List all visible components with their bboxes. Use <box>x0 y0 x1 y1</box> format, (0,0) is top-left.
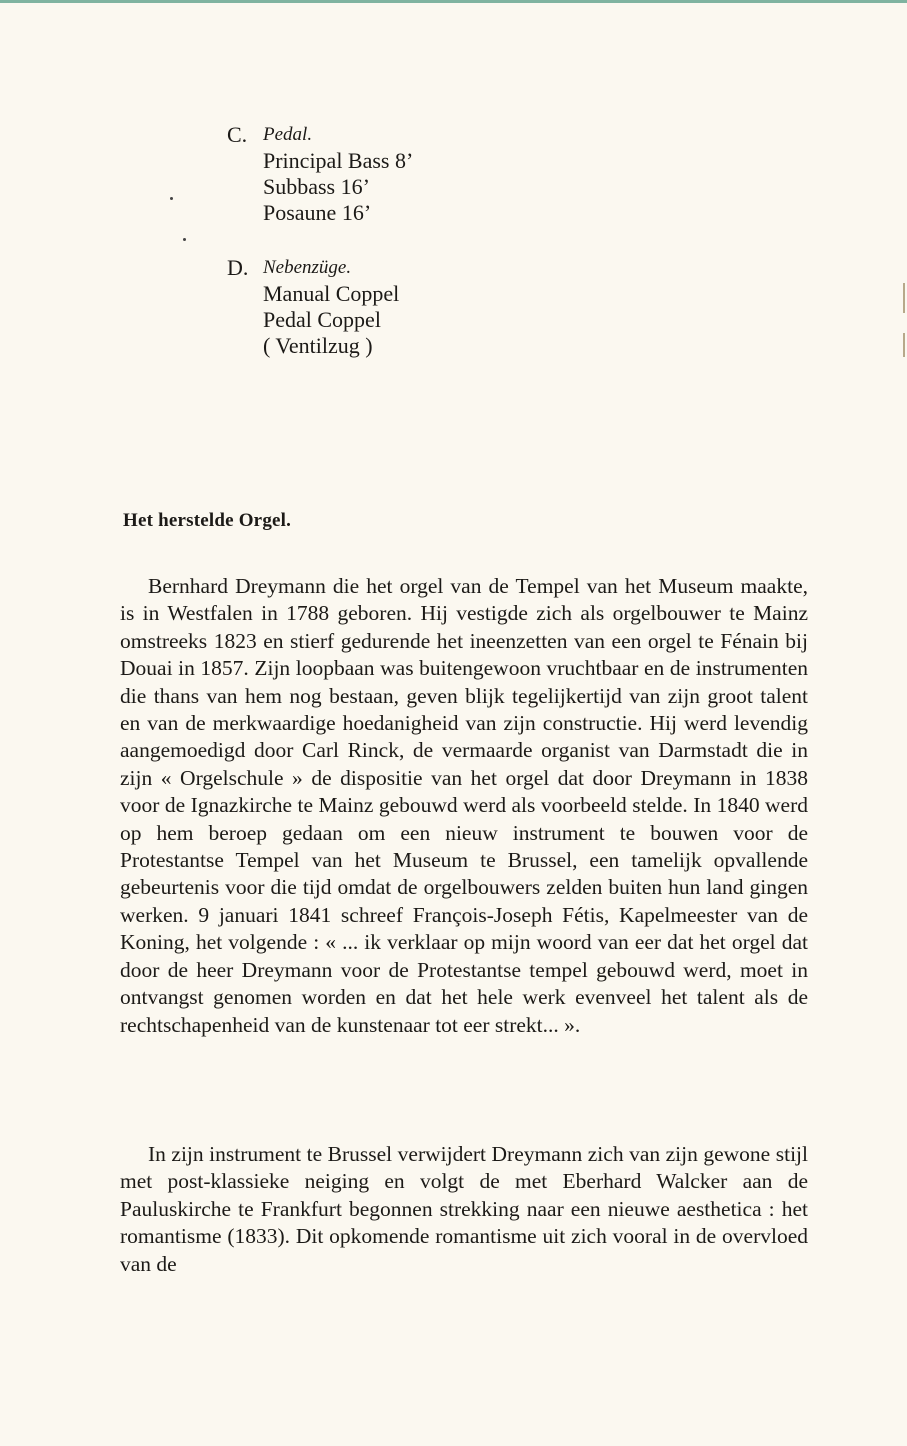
section-c-letter: C. <box>227 122 248 147</box>
stop-item: Principal Bass 8’ <box>263 148 414 173</box>
stop-item: Posaune 16’ <box>263 200 372 225</box>
section-c-pedal <box>227 122 413 226</box>
section-c-title: Pedal. <box>263 124 313 145</box>
stop-item: ( Ventilzug ) <box>263 333 373 358</box>
page-top-rule <box>0 0 907 3</box>
paper-speck <box>170 197 173 200</box>
section-d-nebenzuege <box>227 255 399 359</box>
section-heading: Het herstelde Orgel. <box>123 510 292 531</box>
body-paragraph: In zijn instrument te Brussel verwijdert Dreymann zich van zijn gewone stijl met post-klassieke neiging en volgt de met Eberhard Walcker aan de Pauluskirche te Frankfurt begonnen strekking naar een nieuwe aesthetica : het romantisme (1833). Dit opkomende romantisme uit zich vooral in de overvloed van de <box>120 1142 808 1276</box>
stop-item: Manual Coppel <box>263 281 400 306</box>
section-c-header <box>227 122 413 148</box>
stop-item: Pedal Coppel <box>263 307 381 332</box>
section-c-stop-list <box>263 148 413 226</box>
stop-item: Subbass 16’ <box>263 174 370 199</box>
section-d-title: Nebenzüge. <box>263 257 352 278</box>
paper-edge-mark <box>903 283 905 313</box>
paper-edge-mark <box>903 333 905 357</box>
paper-speck <box>183 238 186 241</box>
section-d-header <box>227 255 399 281</box>
section-d-letter: D. <box>227 255 249 280</box>
body-paragraph: Bernhard Dreymann die het orgel van de Tempel van het Museum maakte, is in Westfalen in 1788 geboren. Hij vestigde zich als orgelbouwer te Mainz omstreeks 1823 en stierf gedurende het ineenzetten van een orgel te Fénain bij Douai in 1857. Zijn loopbaan was buitengewoon vruchtbaar en de instrumenten die thans van hem nog bestaan, geven blijk tegelijkertijd van zijn groot talent en van de merkwaardige hoedanigheid van zijn constructie. Hij werd levendig aangemoedigd door Carl Rinck, de vermaarde organist van Darmstadt die in zijn « Orgelschule » de dispositie van het orgel dat door Dreymann in 1838 voor de Ignazkirche te Mainz gebouwd werd als voorbeeld stelde. In 1840 werd op hem beroep gedaan om een nieuw instrument te bouwen voor de Protestantse Tempel van het Museum te Brussel, een tamelijk opvallende gebeurtenis voor die tijd omdat de orgelbouwers zelden buiten hun land gingen werken. 9 januari 1841 schreef François-Joseph Fétis, Kapelmeester van de Koning, het volgende : « ... ik verklaar op mijn woord van eer dat het orgel dat door de heer Dreymann voor de Protestantse tempel gebouwd werd, moet in ontvangst genomen worden en dat het hele werk evenveel het talent als de rechtschapenheid van de kunstenaar tot eer strekt... ». <box>120 574 808 1037</box>
section-d-stop-list <box>263 281 399 359</box>
